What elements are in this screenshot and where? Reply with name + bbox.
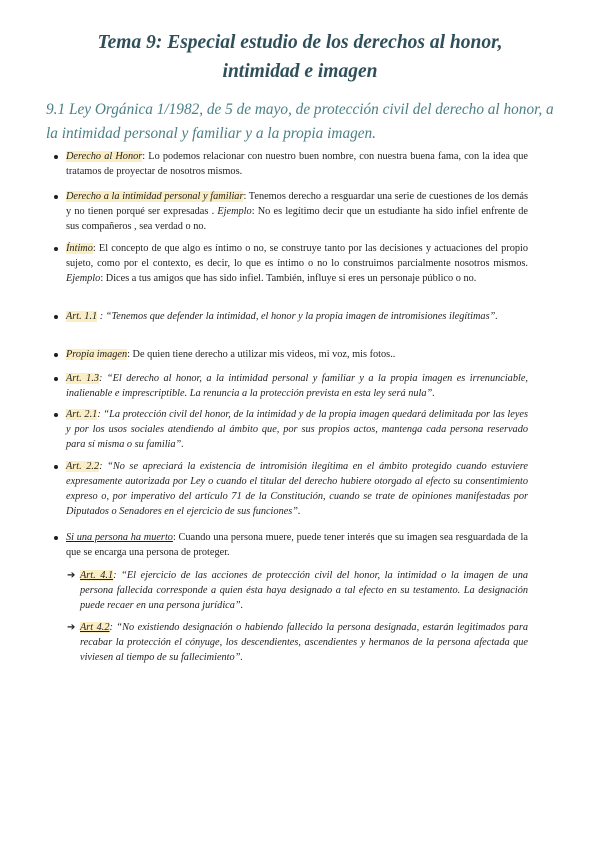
body-text-2: : No es legítimo decir que un estudiante ha sido infiel enfrente de sus compañeros , sea verdad o no. <box>66 205 528 232</box>
body-text: : El concepto de que algo es íntimo o no, se construye tanto por las decisiones y actuaciones del propio sujeto, como por el contexto, es decir, lo que es íntimo o no lo construimos parcialmente nosotros mismos. <box>66 243 528 269</box>
term: Art. 4.1 <box>80 570 114 581</box>
example-label: Ejemplo <box>66 272 101 284</box>
term: Art. 1.3 <box>66 373 100 384</box>
bullet-derecho-intimidad <box>66 190 528 235</box>
bullet-dot <box>54 353 58 357</box>
bullet-dot <box>54 413 58 417</box>
term: Si una persona ha muerto <box>66 532 173 543</box>
page-title <box>60 28 540 86</box>
title-line-2: intimidad e imagen <box>222 61 378 82</box>
bullet-dot <box>54 155 58 159</box>
section-heading-line-2: la intimidad personal y familiar y a la propia imagen. <box>46 125 377 142</box>
bullet-dot <box>54 465 58 469</box>
body-text: : “El ejercicio de las acciones de protección civil del honor, la intimidad o la imagen de una persona fallecida corresponde a quien ésta haya designado a tal efecto en su testamento. La designación puede recaer en una persona jurídica”. <box>80 570 528 611</box>
term: Propia imagen <box>66 349 128 360</box>
term: Art. 1.1 <box>66 311 98 322</box>
term: Art 4.2 <box>80 622 110 633</box>
bullet-art-1-3 <box>66 372 528 402</box>
bullet-art-2-2 <box>66 460 528 520</box>
term: Derecho al Honor <box>66 151 143 162</box>
body-text: : Cuando una persona muere, puede tener interés que su imagen sea resguardada de la que se encarga una persona de proteger. <box>66 532 528 558</box>
bullet-art-2-1 <box>66 408 528 453</box>
term: Art. 2.1 <box>66 409 98 420</box>
term: Art. 2.2 <box>66 461 100 472</box>
body-text: : “El derecho al honor, a la intimidad personal y familiar y a la propia imagen es irrenunciable, inalienable e imprescriptible. La renuncia a la protección prevista en esta ley será nula”. <box>66 373 528 399</box>
body-text: : “No existiendo designación o habiendo fallecido la persona designada, estarán legitimados para recabar la protección el cónyuge, los descendientes, ascendientes y hermanos de la persona afectada que viviesen al tiempo de su fallecimiento”. <box>80 622 528 663</box>
body-text: : Lo podemos relacionar con nuestro buen nombre, con nuestra buena fama, con la idea que tratamos de proyectar de nosotros mismos. <box>66 151 528 177</box>
title-line-1: Tema 9: Especial estudio de los derechos al honor, <box>97 32 503 53</box>
example-label: Ejemplo <box>217 205 252 217</box>
body-text: : “La protección civil del honor, de la intimidad y de la propia imagen quedará delimitada por las leyes y por los usos sociales atendiendo al ámbito que, por sus propios actos, mantenga cada persona reservado para sí misma o su familia”. <box>66 409 528 450</box>
bullet-dot <box>54 195 58 199</box>
sub-item-art-4-1 <box>67 569 528 614</box>
term: Íntimo <box>66 243 93 254</box>
bullet-dot <box>54 315 58 319</box>
bullet-derecho-honor <box>66 150 528 180</box>
arrow-right-icon: ➔ <box>67 622 76 633</box>
bullet-art-1-1 <box>66 310 528 325</box>
section-heading <box>46 98 566 146</box>
body-text: : “No se apreciará la existencia de intromisión ilegítima en el ámbito protegido cuando estuviere expresamente autorizada por Ley o cuando el titular del derecho hubiere otorgado al efecto su consentimiento expreso o, por imperativo del artículo 71 de la Constitución, cuando se trate de opiniones manifestadas por Diputados o Senadores en el ejercicio de sus funciones”. <box>66 461 528 517</box>
bullet-dot <box>54 377 58 381</box>
body-text: : De quien tiene derecho a utilizar mis videos, mi voz, mis fotos.. <box>127 349 396 360</box>
bullet-intimo <box>66 242 528 287</box>
body-text: : Tenemos derecho a resguardar una serie de cuestiones de los demás y no tienen porqué ser expresadas . <box>66 191 529 217</box>
sub-item-art-4-2 <box>67 621 528 666</box>
body-text: : “Tenemos que defender la intimidad, el honor y la propia imagen de intromisiones ilegítimas”. <box>97 311 498 322</box>
bullet-persona-muerta <box>66 531 528 561</box>
bullet-dot <box>54 536 58 540</box>
bullet-propia-imagen <box>66 348 528 363</box>
arrow-right-icon: ➔ <box>67 570 76 581</box>
bullet-dot <box>54 247 58 251</box>
term: Derecho a la intimidad personal y familiar <box>66 191 244 202</box>
body-text-2: : Dices a tus amigos que has sido infiel. También, influye si eres un personaje público o no. <box>100 272 477 284</box>
section-heading-line-1: 9.1 Ley Orgánica 1/1982, de 5 de mayo, de protección civil del derecho al honor, a <box>46 101 554 118</box>
